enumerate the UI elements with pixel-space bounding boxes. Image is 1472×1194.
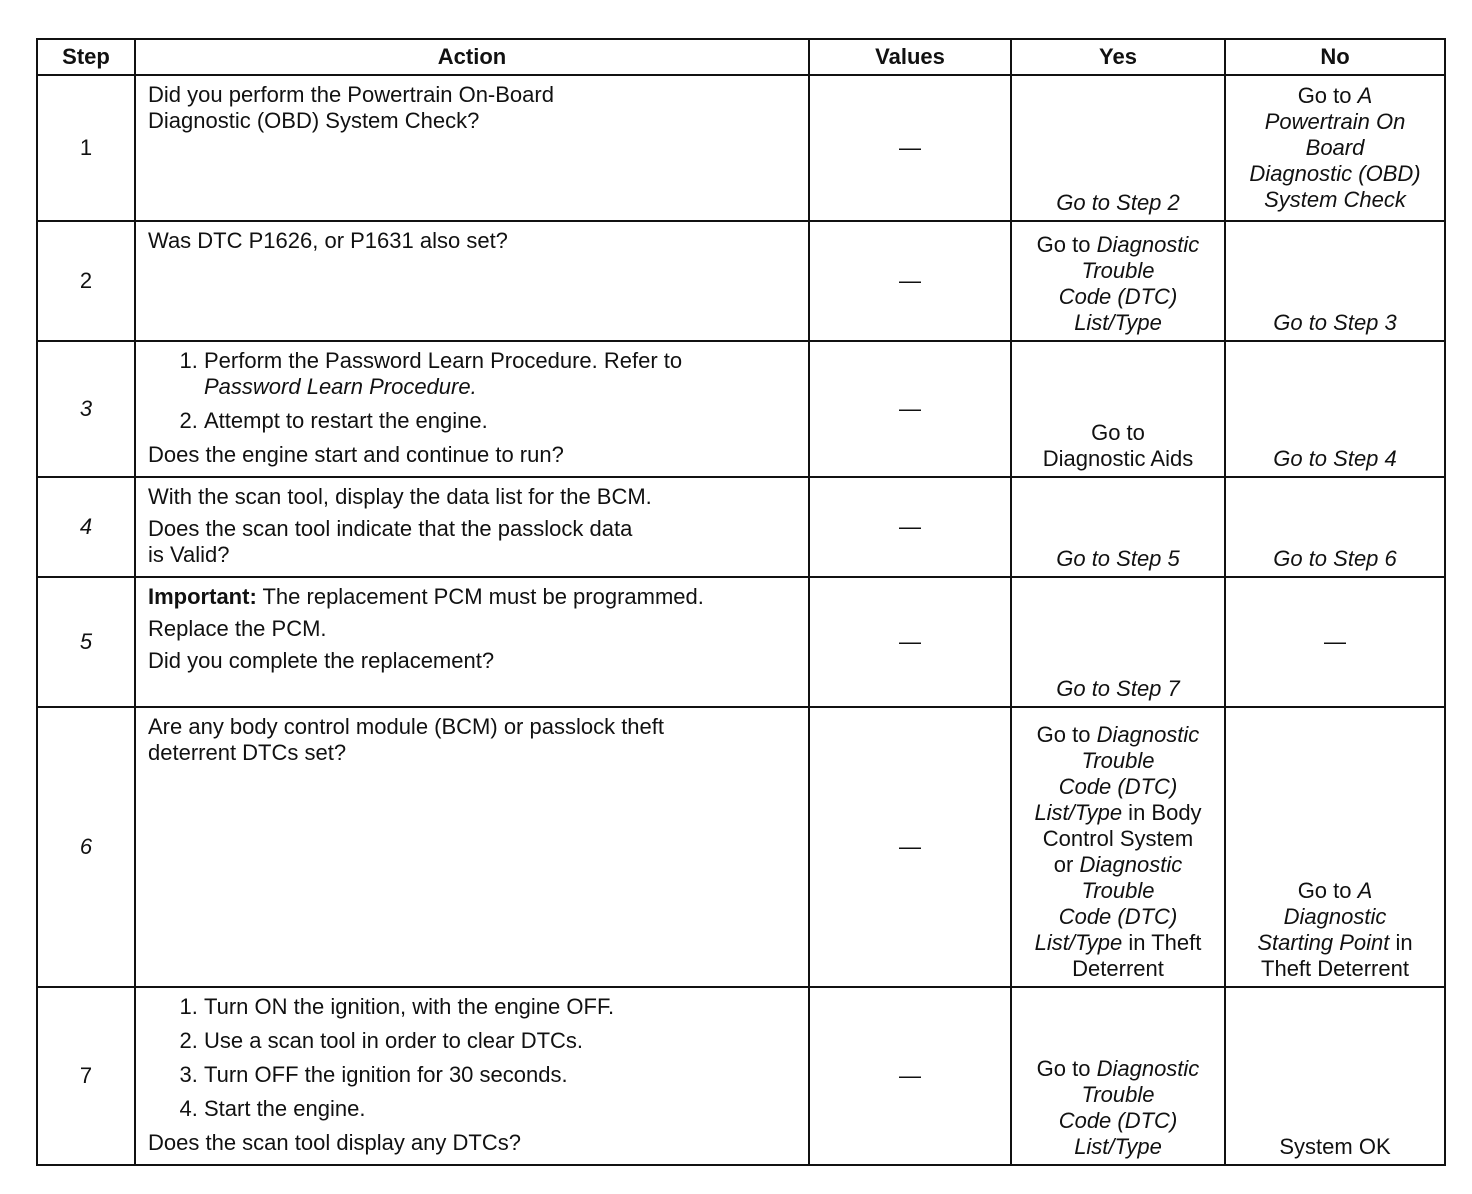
action-step-text: 1. Perform the Password Learn Procedure. Refer to — [204, 348, 683, 373]
reference-link[interactable]: Password Learn Procedure. — [204, 374, 477, 399]
no-text: System OK — [1279, 1134, 1391, 1159]
no-text: Starting Point — [1257, 930, 1390, 955]
no-text: in — [1389, 930, 1413, 955]
header-values: Values — [809, 39, 1011, 75]
action-cell — [135, 577, 809, 707]
yes-text — [1018, 930, 1218, 956]
step-number — [37, 341, 135, 477]
yes-link[interactable]: Diagnostic Aids — [1042, 446, 1194, 471]
values-cell: — — [809, 221, 1011, 341]
yes-text: Trouble — [1081, 878, 1155, 903]
action-question: Did you perform the Powertrain On-Board — [148, 82, 554, 107]
step-number-text: 5 — [79, 629, 93, 654]
values-cell: — — [809, 477, 1011, 577]
step-number: 7 — [37, 987, 135, 1165]
action-cell — [135, 987, 809, 1165]
no-text: Board — [1305, 135, 1365, 160]
no-link[interactable] — [1232, 83, 1438, 109]
no-cell — [1225, 477, 1445, 577]
yes-link[interactable] — [1018, 852, 1218, 878]
yes-cell — [1011, 75, 1225, 221]
action-question: Was DTC P1626, or P1631 also set? — [148, 228, 508, 253]
action-text: With the scan tool, display the data list for the BCM. — [148, 484, 652, 509]
action-cell — [135, 477, 809, 577]
action-step — [204, 348, 798, 400]
yes-text: Go to — [1036, 722, 1097, 747]
yes-text: Deterrent — [1072, 956, 1164, 981]
yes-text: Diagnostic — [1079, 852, 1183, 877]
yes-text: Code (DTC) — [1058, 904, 1178, 929]
yes-link[interactable] — [1018, 1056, 1218, 1082]
yes-text — [1018, 800, 1218, 826]
action-question: Does the scan tool display any DTCs? — [148, 1130, 521, 1155]
no-text: Powertrain On — [1264, 109, 1406, 134]
yes-text: Go to — [1036, 232, 1097, 257]
action-question: Are any body control module (BCM) or passlock theft — [148, 714, 665, 739]
yes-text: Trouble — [1081, 748, 1155, 773]
values-cell: — — [809, 707, 1011, 987]
values-cell: — — [809, 341, 1011, 477]
no-cell — [1225, 75, 1445, 221]
header-yes: Yes — [1011, 39, 1225, 75]
step-number-text: 4 — [79, 514, 93, 539]
step-number — [37, 707, 135, 987]
no-cell: — — [1225, 577, 1445, 707]
yes-cell — [1011, 707, 1225, 987]
header-no: No — [1225, 39, 1445, 75]
diagnostic-table — [36, 38, 1446, 1166]
no-text: Theft Deterrent — [1261, 956, 1409, 981]
no-text — [1232, 930, 1438, 956]
action-question: deterrent DTCs set? — [148, 740, 347, 765]
yes-cell — [1011, 577, 1225, 707]
yes-text: in Theft — [1122, 930, 1202, 955]
action-cell — [135, 75, 809, 221]
yes-cell — [1011, 341, 1225, 477]
action-question: Diagnostic (OBD) System Check? — [148, 108, 480, 133]
yes-text: List/Type — [1074, 1134, 1162, 1159]
important-note — [148, 584, 798, 610]
yes-link[interactable]: Go to Step 5 — [1056, 546, 1180, 571]
yes-text: Control System — [1042, 826, 1194, 851]
action-text: Replace the PCM. — [148, 616, 327, 641]
action-question: Did you complete the replacement? — [148, 648, 495, 673]
yes-text: List/Type — [1074, 310, 1162, 335]
table-row — [37, 707, 1445, 987]
no-text: A — [1357, 83, 1373, 108]
action-steps — [148, 994, 798, 1122]
action-step: 1. Turn ON the ignition, with the engine OFF. — [204, 994, 798, 1020]
action-step: 4. Start the engine. — [204, 1096, 798, 1122]
no-link[interactable] — [1232, 878, 1438, 904]
header-row — [37, 39, 1445, 75]
no-text: Go to — [1297, 83, 1358, 108]
no-link[interactable]: Go to Step 3 — [1273, 310, 1397, 335]
yes-text: or — [1053, 852, 1080, 877]
action-question: Does the engine start and continue to run? — [148, 442, 564, 467]
yes-text: List/Type — [1034, 930, 1123, 955]
yes-text: Diagnostic — [1096, 722, 1200, 747]
action-cell — [135, 221, 809, 341]
yes-text: Code (DTC) — [1058, 284, 1178, 309]
yes-cell — [1011, 477, 1225, 577]
table-row — [37, 75, 1445, 221]
values-cell: — — [809, 987, 1011, 1165]
yes-text: Trouble — [1081, 258, 1155, 283]
no-link[interactable]: Go to Step 4 — [1273, 446, 1397, 471]
action-cell — [135, 707, 809, 987]
header-action: Action — [135, 39, 809, 75]
step-number-text: 3 — [79, 396, 93, 421]
yes-text: Code (DTC) — [1058, 1108, 1178, 1133]
no-cell — [1225, 987, 1445, 1165]
action-cell — [135, 341, 809, 477]
action-step: 2. Attempt to restart the engine. — [204, 408, 798, 434]
yes-cell — [1011, 221, 1225, 341]
yes-text: Diagnostic — [1096, 232, 1200, 257]
no-cell — [1225, 707, 1445, 987]
action-step: 2. Use a scan tool in order to clear DTCs. — [204, 1028, 798, 1054]
table-row — [37, 221, 1445, 341]
no-text: System Check — [1264, 187, 1406, 212]
action-step: 3. Turn OFF the ignition for 30 seconds. — [204, 1062, 798, 1088]
yes-link[interactable] — [1018, 232, 1218, 258]
step-number-text: 6 — [79, 834, 93, 859]
no-text: Go to — [1297, 878, 1358, 903]
yes-link[interactable] — [1018, 722, 1218, 748]
action-question: is Valid? — [148, 542, 230, 567]
yes-text: Diagnostic — [1096, 1056, 1200, 1081]
no-text: Diagnostic — [1283, 904, 1387, 929]
step-number: 1 — [37, 75, 135, 221]
table-row — [37, 577, 1445, 707]
yes-link[interactable]: Go to Step 2 — [1056, 190, 1180, 215]
yes-text: Code (DTC) — [1058, 774, 1178, 799]
table-row — [37, 341, 1445, 477]
table-row — [37, 477, 1445, 577]
no-cell — [1225, 341, 1445, 477]
yes-text: Go to — [1036, 1056, 1097, 1081]
action-steps — [148, 348, 798, 434]
values-cell: — — [809, 75, 1011, 221]
step-number: 2 — [37, 221, 135, 341]
yes-text: in Body — [1122, 800, 1202, 825]
yes-link[interactable]: Go to Step 7 — [1056, 676, 1180, 701]
no-cell — [1225, 221, 1445, 341]
no-text: A — [1357, 878, 1373, 903]
step-number — [37, 577, 135, 707]
table-row — [37, 987, 1445, 1165]
yes-cell — [1011, 987, 1225, 1165]
yes-text: List/Type — [1034, 800, 1123, 825]
yes-text: Trouble — [1081, 1082, 1155, 1107]
header-step: Step — [37, 39, 135, 75]
no-link[interactable]: Go to Step 6 — [1273, 546, 1397, 571]
step-number — [37, 477, 135, 577]
important-text: The replacement PCM must be programmed. — [256, 584, 704, 609]
values-cell: — — [809, 577, 1011, 707]
important-label: Important: — [148, 584, 257, 609]
no-text: Diagnostic (OBD) — [1249, 161, 1421, 186]
action-question: Does the scan tool indicate that the passlock data — [148, 516, 633, 541]
yes-text: Go to — [1091, 420, 1145, 445]
